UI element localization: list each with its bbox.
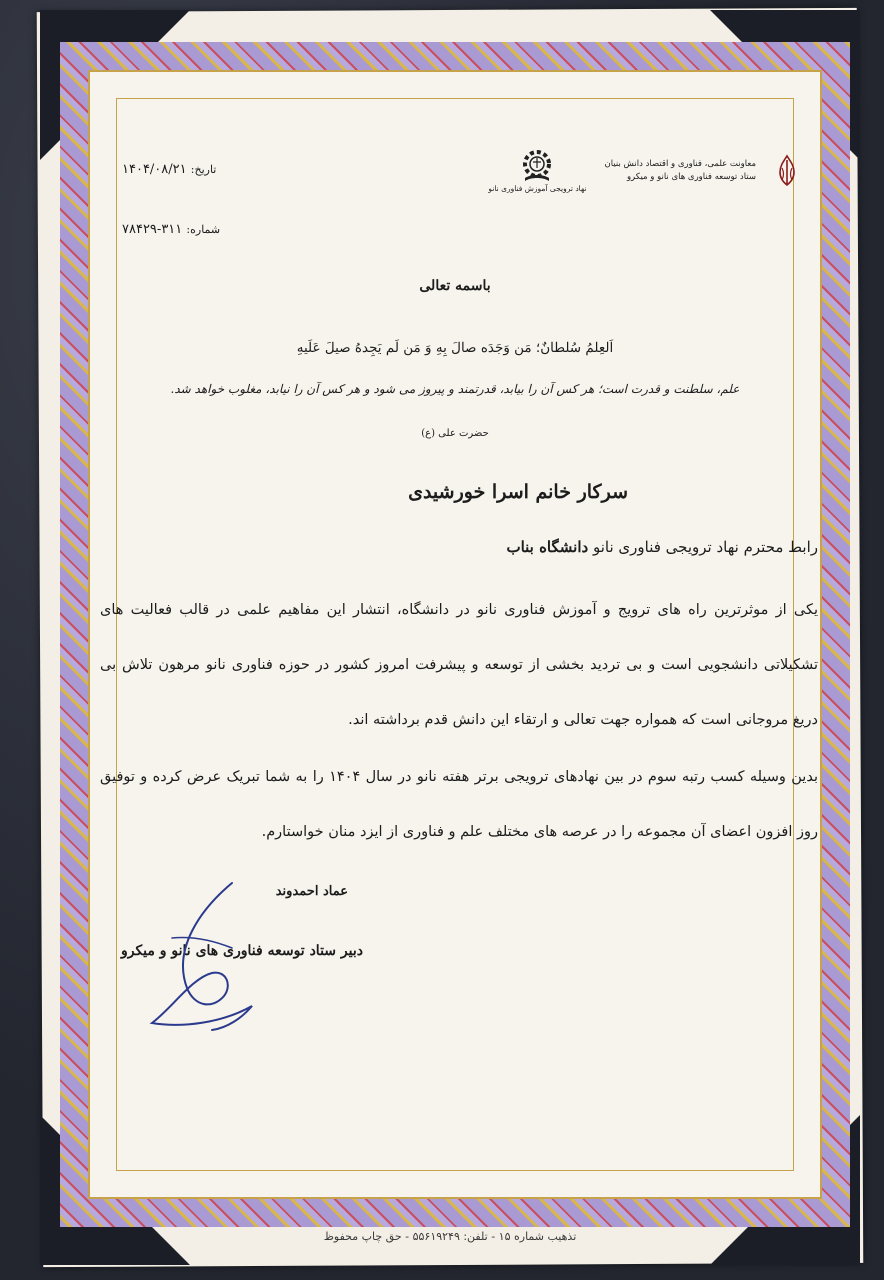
org-line-2: ستاد توسعه فناوری های نانو و میکرو — [626, 171, 756, 182]
body-paragraph-2: بدین وسیله کسب رتبه سوم در بین نهادهای ترویجی برتر هفته نانو در سال ۱۴۰۴ را به شما تبریک عرض کرده و توفیق روز افزون اعضای آن مجموعه را در عرصه های مختلف علم و فناوری از ایزد منان خواستارم. — [100, 769, 818, 840]
letter-body — [100, 583, 818, 860]
number-line — [122, 222, 220, 237]
print-footer: تذهیب شماره ۱۵ - تلفن: ۵۵۶۱۹۲۴۹ - حق چاپ محفوظ — [323, 1230, 577, 1243]
basmala-heading: باسمه تعالی — [419, 278, 491, 294]
quote-source: حضرت علی (ع) — [421, 428, 489, 439]
org-line-1: معاونت علمی، فناوری و اقتصاد دانش بنیان — [604, 158, 756, 169]
gear-logo-block — [488, 148, 586, 193]
quote-arabic: اَلعِلمُ سُلطانٌ؛ مَن وَجَدَه صالَ بِهِ وَ مَن لَم یَجِدهُ صیلَ عَلَیهِ — [296, 340, 614, 356]
gear-logo-caption: نهاد ترویجی آموزش فناوری نانو — [488, 184, 587, 193]
quote-persian: علم، سلطنت و قدرت است؛ هر کس آن را بیابد، قدرتمند و پیروز می شود و هر کس آن را نیابد، مغلوب خواهد شد. — [170, 382, 740, 396]
org-name-block — [605, 158, 757, 184]
gear-book-logo-icon — [517, 148, 557, 184]
recipient-role — [506, 538, 818, 556]
body-paragraph-1: یکی از موثرترین راه های ترویج و آموزش فناوری نانو در دانشگاه، انتشار این مفاهیم علمی در قالب فعالیت های تشکیلاتی دانشجویی است و بی تردید بخشی از توسعه و پیشرفت امروز کشور در حوزه فناوری نانو مرهون تلاش بی دریغ مروجانی است که همواره جهت تعالی و ارتقاء این دانش قدم برداشته اند. — [100, 602, 818, 728]
date-label: تاریخ: — [190, 163, 217, 176]
number-value: ۳۱۱-۷۸۴۲۹ — [122, 222, 183, 237]
role-university: دانشگاه بناب — [506, 538, 589, 556]
date-line — [122, 162, 216, 177]
recipient-name: سرکار خانم اسرا خورشیدی — [408, 481, 628, 503]
signatory-title: دبیر ستاد توسعه فناوری های نانو و میکرو — [120, 943, 363, 959]
header-logos — [470, 148, 800, 193]
date-value: ۱۴۰۴/۰۸/۲۱ — [122, 162, 187, 177]
role-prefix: رابط محترم نهاد ترویجی فناوری نانو — [592, 538, 818, 556]
number-label: شماره: — [186, 223, 221, 236]
handwritten-signature-icon — [132, 878, 272, 1038]
signatory-name: عماد احمدوند — [275, 884, 348, 899]
letter-page — [92, 78, 818, 1188]
iran-emblem-icon — [774, 154, 800, 188]
